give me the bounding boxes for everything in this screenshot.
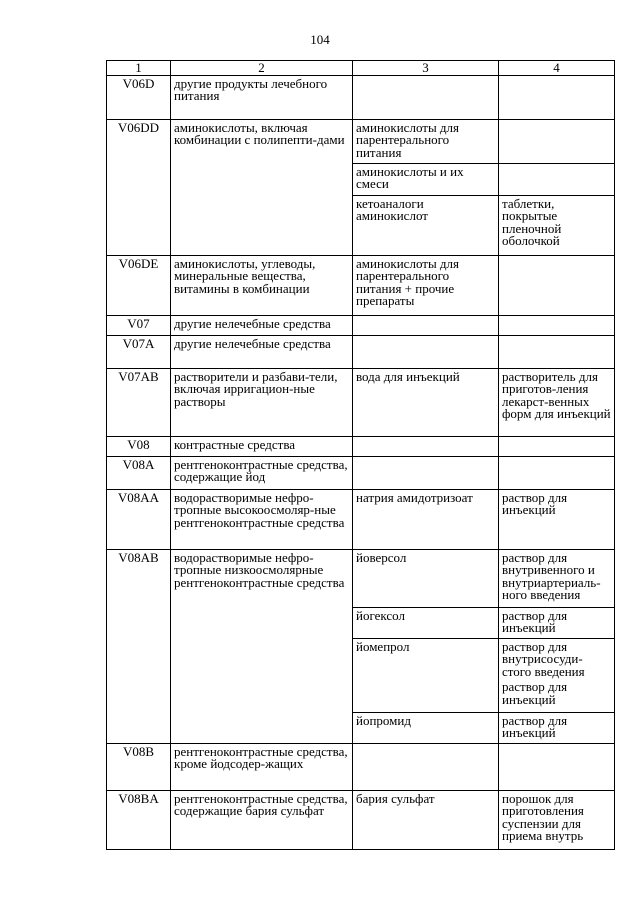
atc-code: V06DD [107,120,171,256]
table-row [107,791,615,850]
group-name: другие продукты лечебного питания [171,76,353,120]
substance-name: йопромид [353,713,499,744]
empty-cell [499,744,615,791]
dosage-form: растворитель для приготов-ления лекарст-венных форм для инъекций [499,369,615,437]
group-name: рентгеноконтрастные средства, содержащие йод [171,457,353,490]
substance-name: аминокислоты для парентерального питания + прочие препараты [353,256,499,316]
table-row [107,550,615,608]
table-row [107,336,615,369]
empty-cell [353,457,499,490]
group-name: аминокислоты, включая комбинации с полипепти-дами [171,120,353,256]
substance-name: йомепрол [353,639,499,713]
table-header-row [107,61,615,76]
column-header: 2 [171,61,353,76]
table-row [107,437,615,457]
empty-cell [353,76,499,120]
empty-cell [353,744,499,791]
column-header: 3 [353,61,499,76]
group-name: водорастворимые нефро-тропные высокоосмоляр-ные рентгеноконтрастные средства [171,490,353,550]
dosage-form: раствор для внутрисосуди-стого введения [502,639,585,679]
dosage-form: порошок для приготовления суспензии для приема внутрь [499,791,615,850]
dosage-form-pair [499,639,615,713]
substance-name: натрия амидотризоат [353,490,499,550]
group-name: растворители и разбави-тели, включая ирригацион-ные растворы [171,369,353,437]
atc-code: V07 [107,316,171,336]
table-row [107,369,615,437]
group-name: другие нелечебные средства [171,336,353,369]
group-name: водорастворимые нефро-тропные низкоосмолярные рентгеноконтрастные средства [171,550,353,744]
empty-cell [499,437,615,457]
substance-name: аминокислоты для парентерального питания [353,120,499,164]
substance-name: аминокислоты и их смеси [353,164,499,196]
dosage-form: таблетки, покрытые пленочной оболочкой [499,196,615,256]
table-row [107,316,615,336]
empty-cell [499,76,615,120]
empty-cell [499,457,615,490]
group-name: контрастные средства [171,437,353,457]
group-name: рентгеноконтрастные средства, содержащие бария сульфат [171,791,353,850]
column-header: 4 [499,61,615,76]
group-name: рентгеноконтрастные средства, кроме йодсодер-жащих [171,744,353,791]
column-header: 1 [107,61,171,76]
empty-cell [353,437,499,457]
atc-code: V08A [107,457,171,490]
page-number: 104 [310,32,330,47]
group-name: другие нелечебные средства [171,316,353,336]
table-row [107,76,615,120]
table-row [107,744,615,791]
drug-classification-table [106,60,615,850]
empty-cell [499,256,615,316]
dosage-form: раствор для инъекций [499,608,615,639]
atc-code: V08 [107,437,171,457]
atc-code: V08AA [107,490,171,550]
substance-name: вода для инъекций [353,369,499,437]
empty-cell [499,336,615,369]
atc-code: V07AB [107,369,171,437]
atc-code: V08AB [107,550,171,744]
group-name: аминокислоты, углеводы, минеральные вещества, витамины в комбинации [171,256,353,316]
empty-cell [499,316,615,336]
dosage-form [499,120,615,164]
empty-cell [353,336,499,369]
dosage-form: раствор для инъекций [502,679,568,707]
substance-name: кетоаналоги аминокислот [353,196,499,256]
atc-code: V08B [107,744,171,791]
table-row [107,256,615,316]
substance-name: бария сульфат [353,791,499,850]
dosage-form: раствор для инъекций [499,713,615,744]
atc-code: V08BA [107,791,171,850]
table-row [107,120,615,164]
empty-cell [353,316,499,336]
atc-code: V06D [107,76,171,120]
table-row [107,457,615,490]
table-row [107,490,615,550]
atc-code: V06DE [107,256,171,316]
dosage-form [499,164,615,196]
substance-name: йогексол [353,608,499,639]
dosage-form: раствор для инъекций [499,490,615,550]
substance-name: йоверсол [353,550,499,608]
atc-code: V07A [107,336,171,369]
dosage-form: раствор для внутривенного и внутриартериаль-ного введения [499,550,615,608]
